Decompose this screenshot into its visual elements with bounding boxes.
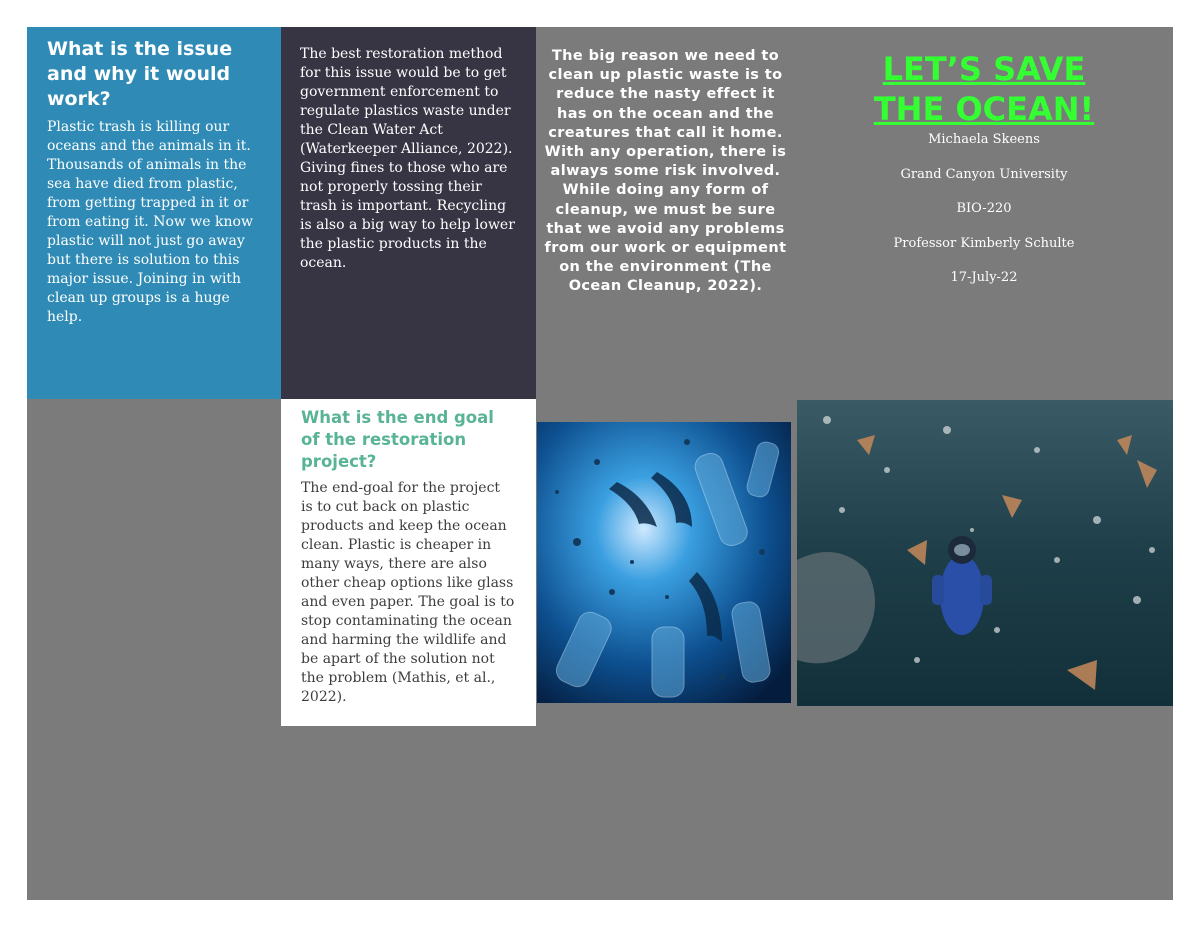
cover-panel [795, 27, 1173, 399]
issue-panel [27, 27, 281, 399]
goal-panel [281, 399, 536, 726]
author-name: Michaela Skeens [928, 132, 1040, 147]
cover-title-line2: THE OCEAN! [873, 90, 1095, 128]
issue-heading: What is the issue and why it would work? [47, 38, 233, 110]
issue-body: Plastic trash is killing our oceans and the animals in it. Thousands of animals in the sea have died from plastic, from getting trapped in it or from eating it. Now we know plastic will not just go away but there is solution to this major issue. Joining in with clean up groups is a huge help. [47, 119, 253, 325]
school-name: Grand Canyon University [900, 166, 1068, 182]
dolphins-plastic-image [537, 422, 791, 703]
reason-panel [536, 27, 795, 399]
cover-title [795, 49, 1173, 129]
goal-heading: What is the end goal of the restoration project? [301, 408, 494, 471]
course-code: BIO-220 [956, 201, 1012, 216]
cover-date: 17-July-22 [950, 270, 1018, 285]
method-body: The best restoration method for this issue would be to get government enforcement to regulate plastics waste under the Clean Water Act (Waterkeeper Alliance, 2022). Giving fines to those who are not properly tossing their trash is important. Recycling is also a big way to help lower the plastic products in the ocean. [300, 46, 515, 271]
diver-debris-image [797, 400, 1173, 706]
method-panel [281, 27, 536, 399]
cover-title-line1: LET’S SAVE [882, 50, 1086, 88]
professor-name: Professor Kimberly Schulte [893, 235, 1075, 251]
goal-body: The end-goal for the project is to cut back on plastic products and keep the ocean clean. Plastic is cheaper in many ways, there are also other cheap options like glass and even paper. The goal is to stop contaminating the ocean and harming the wildlife and be apart of the solution not the problem (Mathis, et al., 2022). [301, 480, 515, 705]
reason-body: The big reason we need to clean up plastic waste is to reduce the nasty effect it has on the ocean and the creatures that call it home. With any operation, there is always some risk involved. While doing any form of cleanup, we must be sure that we avoid any problems from our work or equipment on the environment (The Ocean Cleanup, 2022). [544, 48, 787, 295]
